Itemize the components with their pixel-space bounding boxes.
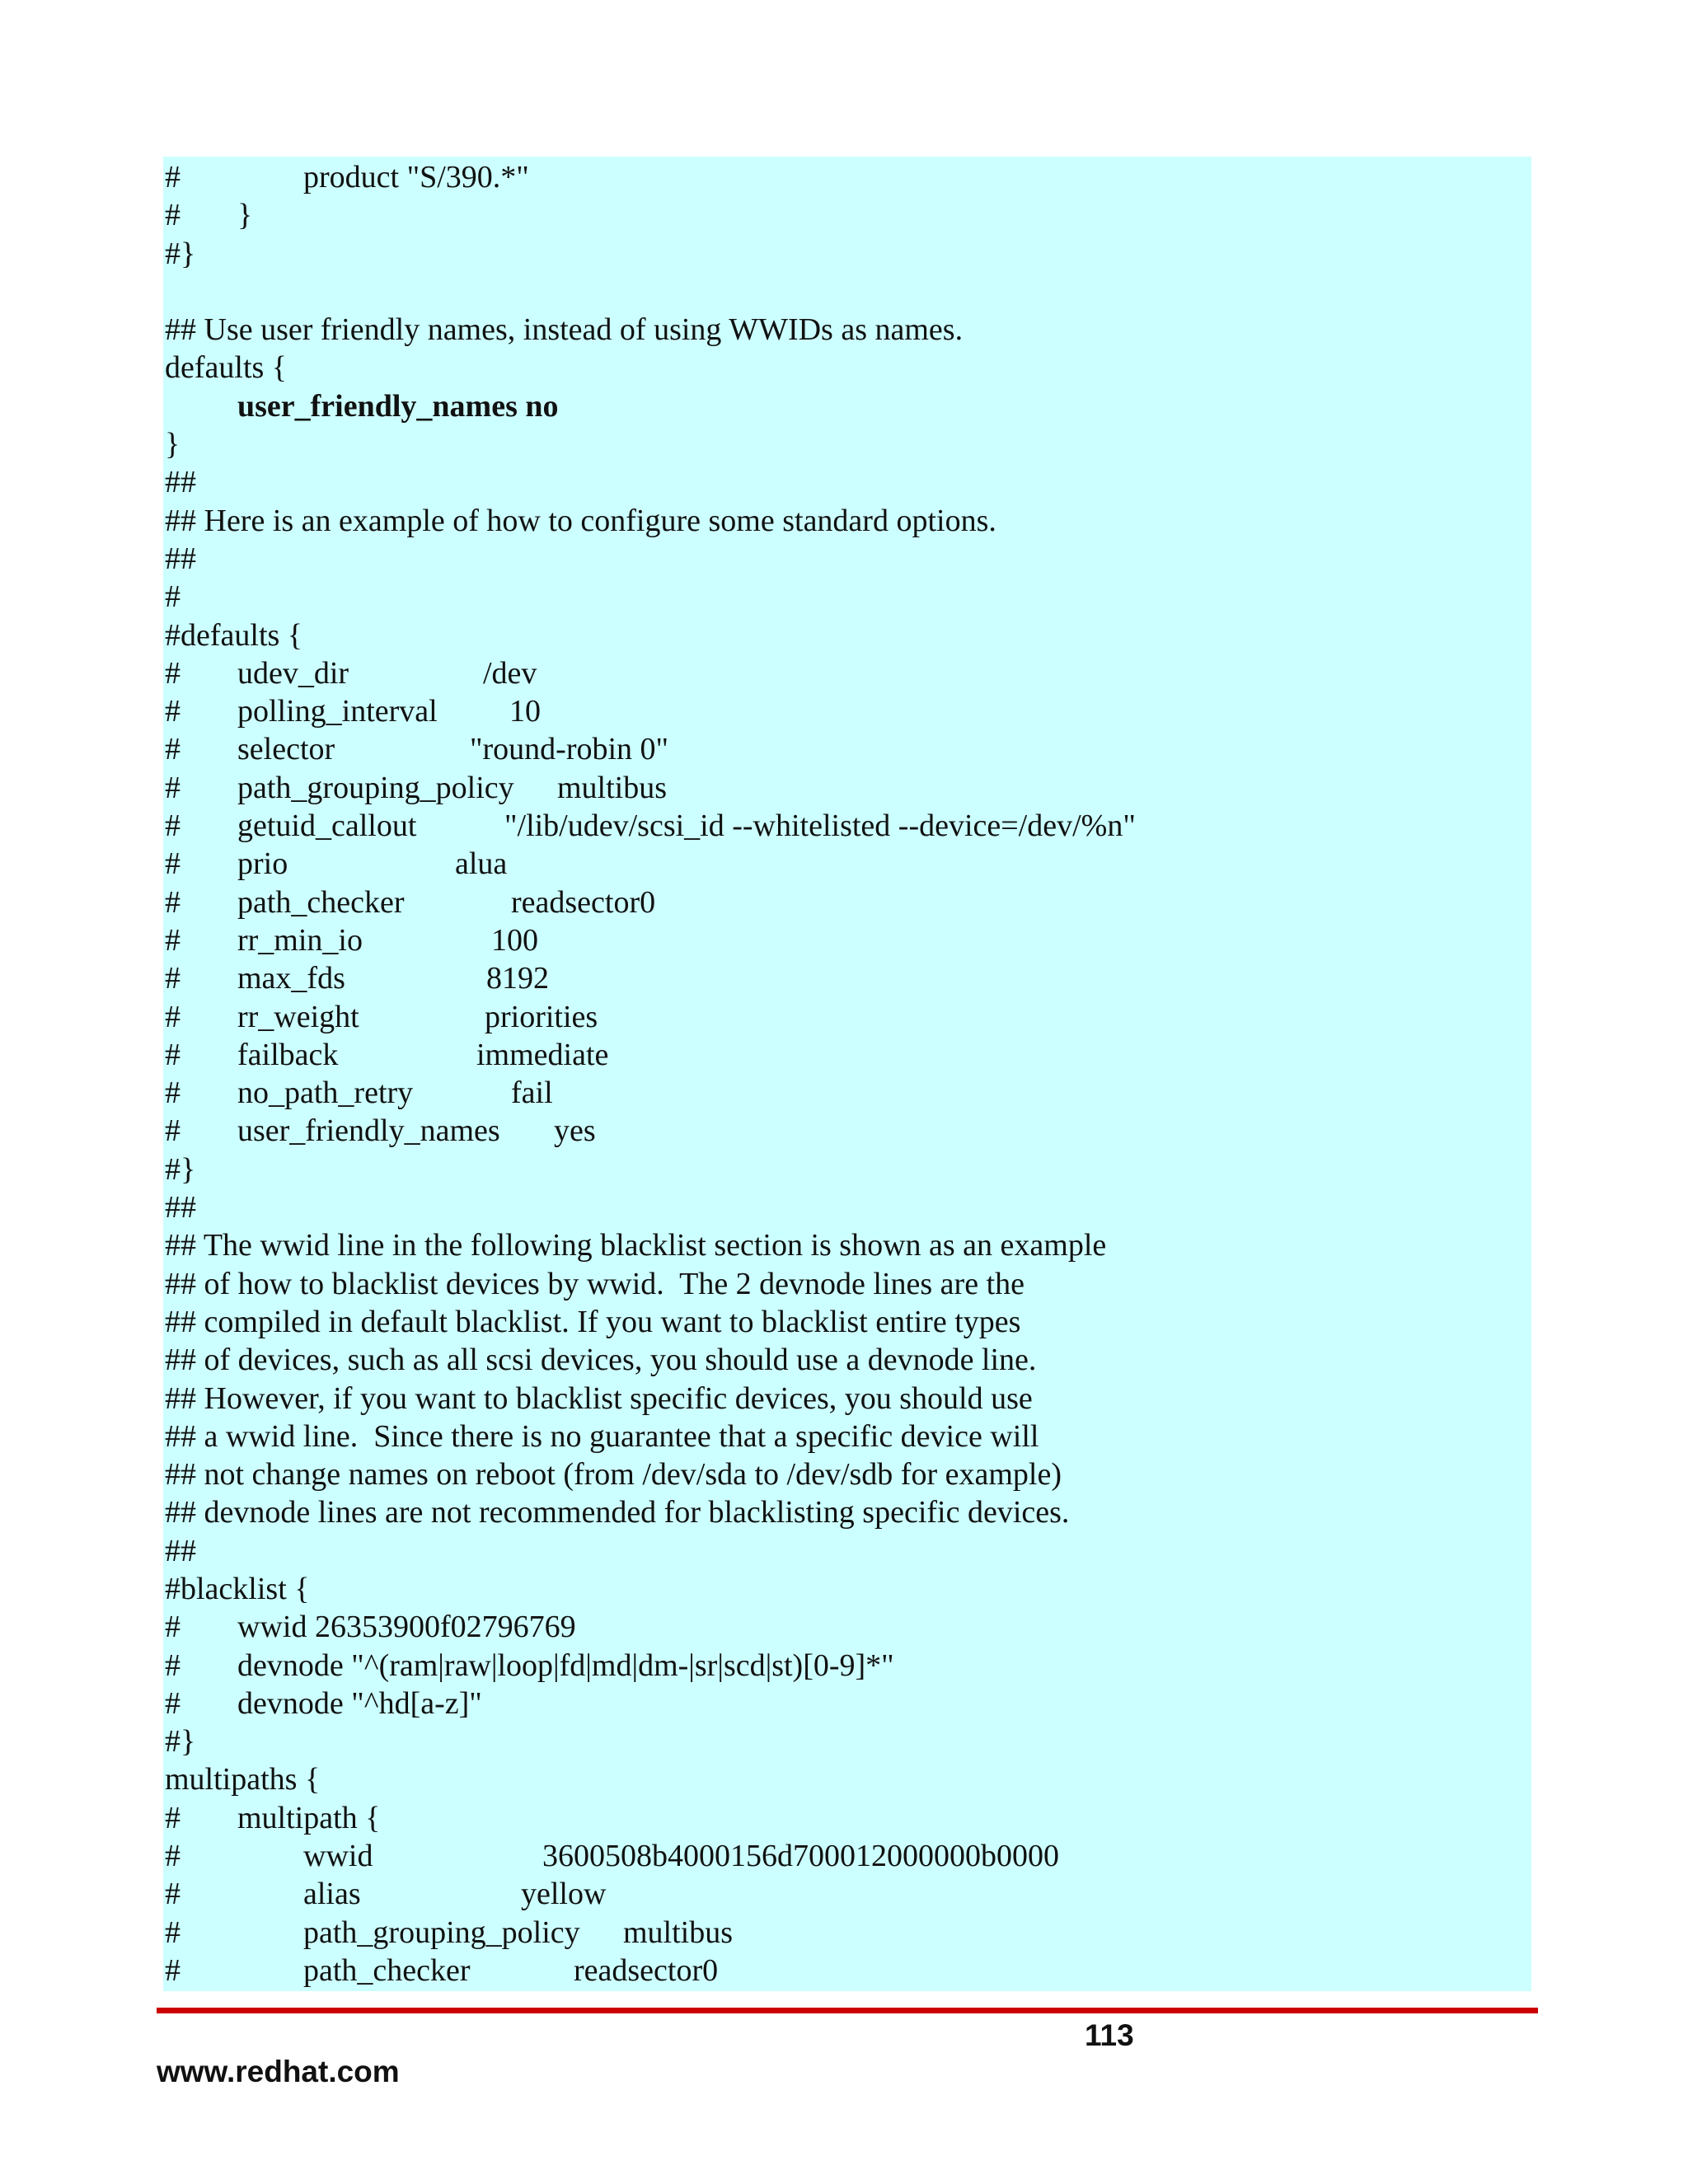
code-text: rr_weight: [237, 999, 359, 1034]
code-text: readsector0: [574, 1952, 719, 1988]
code-text: #: [165, 961, 181, 996]
code-text: immediate: [476, 1037, 609, 1072]
code-text: getuid_callout: [237, 808, 417, 844]
code-text: ##: [165, 1533, 196, 1568]
code-text: #: [165, 1076, 181, 1111]
code-text: multibus: [557, 770, 668, 805]
code-text: path_checker: [237, 884, 405, 920]
code-text: ## not change names on reboot (from /dev/sda to /dev/sdb for example): [165, 1457, 1062, 1493]
code-text: #: [165, 579, 181, 615]
code-text: wwid 26353900f02796769: [237, 1610, 576, 1645]
code-text: yes: [554, 1113, 596, 1149]
code-text: 8192: [486, 961, 549, 996]
code-text: #: [165, 1647, 181, 1683]
code-text: #}: [165, 1724, 196, 1760]
code-text: #: [165, 1037, 181, 1072]
code-text: wwid: [303, 1839, 373, 1874]
code-text: #: [165, 1113, 181, 1149]
code-text: defaults {: [165, 350, 288, 386]
code-text: #: [165, 1610, 181, 1645]
code-text: ## Here is an example of how to configure some standard options.: [165, 503, 996, 538]
code-text: #: [165, 732, 181, 767]
code-text: ## Use user friendly names, instead of using WWIDs as names.: [165, 312, 964, 348]
code-text: rr_min_io: [237, 922, 363, 958]
code-text: #}: [165, 1151, 196, 1187]
code-text: product "S/390.*": [303, 160, 529, 194]
code-text: ## of how to blacklist devices by wwid. The 2 devnode lines are the: [165, 1266, 1025, 1301]
code-text: ##: [165, 465, 196, 500]
code-text: path_grouping_policy: [303, 1915, 580, 1950]
code-text: alias: [303, 1877, 361, 1912]
code-text: udev_dir: [237, 655, 349, 691]
code-text: #: [165, 1685, 181, 1721]
footer-url: www.redhat.com: [157, 2055, 400, 2088]
code-text: }: [237, 198, 253, 233]
code-text: ## However, if you want to blacklist specific devices, you should use: [165, 1380, 1033, 1416]
code-text: "round-robin 0": [470, 732, 669, 767]
code-text: ##: [165, 1190, 196, 1226]
code-text: #}: [165, 236, 196, 271]
code-text: failback: [237, 1037, 339, 1072]
code-text: #blacklist {: [165, 1571, 310, 1606]
code-text: #: [165, 198, 181, 233]
code-text: ## The wwid line in the following blacklist section is shown as an example: [165, 1228, 1107, 1263]
code-text: fail: [511, 1076, 553, 1111]
code-text: #: [165, 922, 181, 958]
code-text: ## devnode lines are not recommended for blacklisting specific devices.: [165, 1495, 1070, 1530]
code-text: /dev: [483, 655, 537, 691]
code-text: #: [165, 846, 181, 882]
code-text: user_friendly_names: [237, 1113, 500, 1149]
code-text: alua: [455, 846, 508, 882]
code-text: polling_interval: [237, 694, 438, 729]
code-text: #: [165, 1952, 181, 1988]
code-text: no_path_retry: [237, 1076, 414, 1111]
code-text: ##: [165, 541, 196, 576]
code-text: #: [165, 1915, 181, 1950]
code-text: #: [165, 770, 181, 805]
code-text: 3600508b4000156d700012000000b0000: [542, 1839, 1059, 1874]
code-text: }: [165, 427, 181, 462]
page-number: 113: [1085, 2018, 1134, 2052]
code-text: #defaults {: [165, 617, 303, 653]
code-text: prio: [237, 846, 288, 882]
code-text: #: [165, 808, 181, 844]
code-text: #: [165, 655, 181, 691]
code-text: #: [165, 884, 181, 920]
code-text: #: [165, 999, 181, 1034]
code-text: yellow: [521, 1877, 607, 1912]
code-text: #: [165, 160, 181, 194]
code-text: 10: [509, 694, 541, 729]
code-text: multibus: [623, 1915, 734, 1950]
code-text: path_checker: [303, 1952, 471, 1988]
code-text: multipath {: [237, 1800, 381, 1835]
code-text: max_fds: [237, 961, 345, 996]
code-text: user_friendly_names no: [237, 388, 559, 424]
code-text: ## a wwid line. Since there is no guarantee that a specific device will: [165, 1418, 1039, 1454]
code-text: selector: [237, 732, 335, 767]
code-text: path_grouping_policy: [237, 770, 514, 805]
code-text: ## compiled in default blacklist. If you want to blacklist entire types: [165, 1304, 1021, 1339]
code-text: ## of devices, such as all scsi devices, you should use a devnode line.: [165, 1343, 1037, 1378]
code-text: devnode "^(ram|raw|loop|fd|md|dm-|sr|scd|st)[0-9]*": [237, 1647, 894, 1683]
code-text: #: [165, 694, 181, 729]
code-text: 100: [491, 922, 538, 958]
code-text: #: [165, 1800, 181, 1835]
code-text: multipaths {: [165, 1762, 321, 1797]
code-text: readsector0: [511, 884, 656, 920]
code-text: #: [165, 1839, 181, 1874]
code-text: devnode "^hd[a-z]": [237, 1685, 482, 1721]
footer-rule: [157, 2008, 1538, 2013]
code-text: #: [165, 1877, 181, 1912]
code-text: priorities: [485, 999, 598, 1034]
code-text: "/lib/udev/scsi_id --whitelisted --device=/dev/%n": [504, 808, 1136, 844]
